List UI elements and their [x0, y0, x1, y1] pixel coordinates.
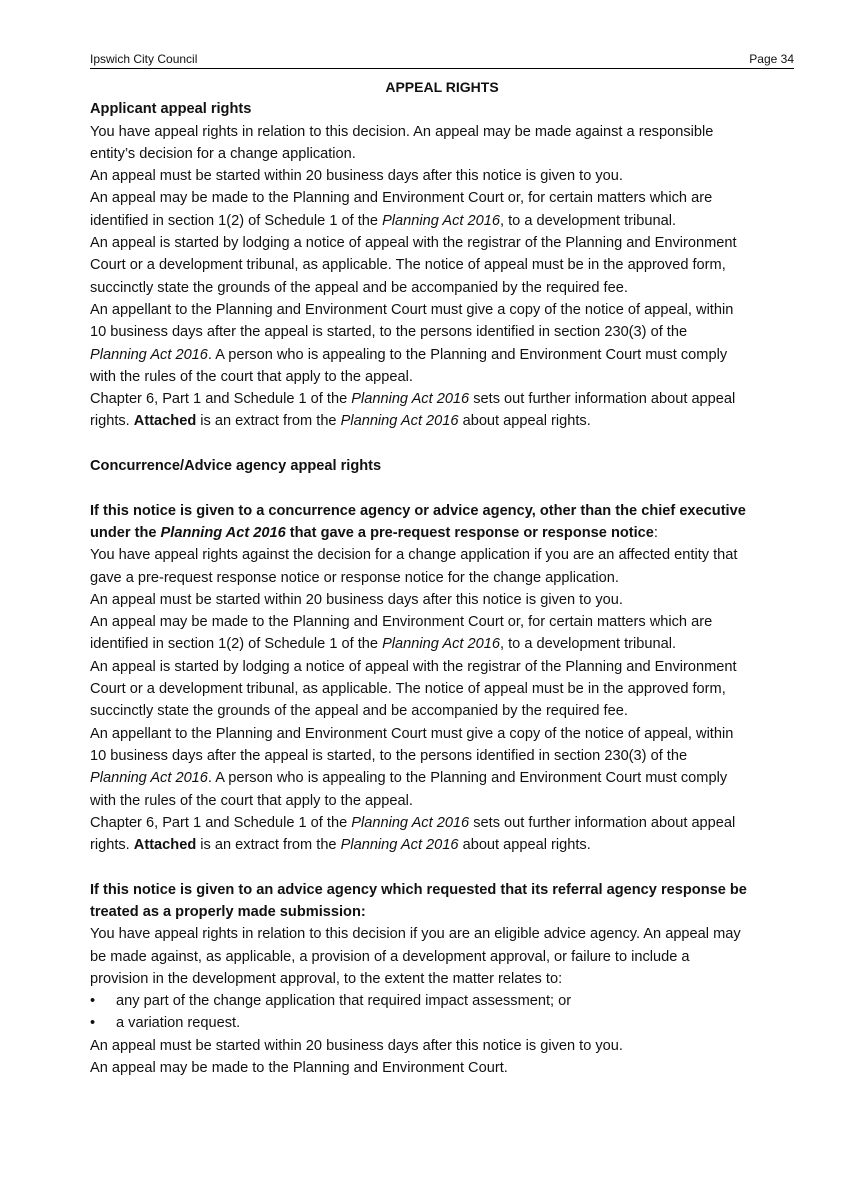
spacer: [90, 477, 794, 499]
concurrence-line: An appeal must be started within 20 business days after this notice is given to you.: [90, 591, 623, 608]
applicant-heading: Applicant appeal rights: [90, 101, 252, 118]
text-run: identified in section 1(2) of Schedule 1 of the: [90, 636, 383, 653]
page-title: APPEAL RIGHTS: [385, 79, 499, 95]
applicant-line: succinctly state the grounds of the appeal and be accompanied by the required fee.: [90, 279, 628, 296]
text-run: identified in section 1(2) of Schedule 1 of the: [90, 212, 383, 229]
bullet-icon: •: [90, 1015, 96, 1032]
act-title: Planning Act 2016: [351, 391, 470, 408]
text-run: Chapter 6, Part 1 and Schedule 1 of the: [90, 391, 352, 408]
attached-label: Attached: [133, 837, 197, 854]
text-run: , to a development tribunal.: [499, 212, 677, 229]
act-title: Planning Act 2016: [351, 814, 470, 831]
advice-line: provision in the development approval, to the extent the matter relates to:: [90, 970, 563, 987]
text-run: is an extract from the: [196, 837, 341, 854]
text-run: rights.: [90, 413, 134, 430]
text-run: sets out further information about appeal: [469, 814, 736, 831]
applicant-line: entity’s decision for a change application.: [90, 145, 356, 162]
attached-label: Attached: [133, 413, 197, 430]
concurrence-line: [90, 834, 794, 856]
act-title: Planning Act 2016: [382, 636, 500, 653]
applicant-line: 10 business days after the appeal is started, to the persons identified in section 230(3) of the: [90, 324, 688, 341]
applicant-line: An appellant to the Planning and Environment Court must give a copy of the notice of appeal, within: [90, 301, 734, 318]
concurrence-line: Court or a development tribunal, as applicable. The notice of appeal must be in the approved form,: [90, 681, 726, 698]
bullet-text: a variation request.: [116, 1015, 241, 1032]
applicant-line: [90, 344, 794, 366]
text-run: about appeal rights.: [458, 413, 591, 430]
concurrence-line: An appellant to the Planning and Environment Court must give a copy of the notice of appeal, within: [90, 725, 734, 742]
text-run: , to a development tribunal.: [499, 636, 677, 653]
text-run: Chapter 6, Part 1 and Schedule 1 of the: [90, 814, 352, 831]
applicant-line: An appeal is started by lodging a notice of appeal with the registrar of the Planning and Environment: [90, 235, 737, 252]
applicant-line: with the rules of the court that apply to the appeal.: [90, 368, 413, 385]
applicant-line: [90, 388, 794, 410]
bullet-text: any part of the change application that required impact assessment; or: [116, 993, 572, 1010]
text-run: that gave a pre-request response or response notice: [285, 524, 654, 541]
council-name: Ipswich City Council: [90, 52, 198, 66]
concurrence-subheading: If this notice is given to a concurrence agency or advice agency, other than the chief executive: [90, 502, 746, 519]
text-run: . A person who is appealing to the Planning and Environment Court must comply: [207, 770, 728, 787]
act-title: Planning Act 2016: [90, 770, 208, 787]
text-run: :: [653, 524, 658, 541]
text-run: under the: [90, 524, 161, 541]
concurrence-line: An appeal is started by lodging a notice of appeal with the registrar of the Planning and Environment: [90, 658, 737, 675]
concurrence-heading: Concurrence/Advice agency appeal rights: [90, 458, 382, 475]
advice-line: You have appeal rights in relation to this decision if you are an eligible advice agency. An appeal may: [90, 926, 741, 943]
applicant-line: Court or a development tribunal, as applicable. The notice of appeal must be in the approved form,: [90, 257, 726, 274]
page-number: Page 34: [749, 52, 794, 66]
bullet-item: [90, 1012, 794, 1034]
advice-line: be made against, as applicable, a provision of a development approval, or failure to include a: [90, 948, 690, 965]
text-run: . A person who is appealing to the Planning and Environment Court must comply: [207, 346, 728, 363]
applicant-line: [90, 410, 794, 432]
applicant-line: You have appeal rights in relation to this decision. An appeal may be made against a responsible: [90, 123, 714, 140]
text-run: about appeal rights.: [458, 837, 591, 854]
act-title: Planning Act 2016: [90, 346, 208, 363]
text-run: rights.: [90, 837, 134, 854]
bullet-item: [90, 990, 794, 1012]
concurrence-line: 10 business days after the appeal is started, to the persons identified in section 230(3) of the: [90, 747, 688, 764]
applicant-line: An appeal must be started within 20 business days after this notice is given to you.: [90, 168, 623, 185]
text-run: is an extract from the: [196, 413, 341, 430]
act-title: Planning Act 2016: [340, 413, 459, 430]
document-body: [90, 76, 794, 1079]
advice-heading: If this notice is given to an advice agency which requested that its referral agency response be: [90, 881, 747, 898]
advice-heading: treated as a properly made submission:: [90, 903, 366, 920]
concurrence-line: You have appeal rights against the decision for a change application if you are an affected entity that: [90, 547, 738, 564]
concurrence-line: [90, 767, 794, 789]
concurrence-subheading: [90, 522, 794, 544]
act-title: Planning Act 2016: [160, 524, 286, 541]
act-title: Planning Act 2016: [340, 837, 459, 854]
concurrence-line: An appeal may be made to the Planning and Environment Court or, for certain matters which are: [90, 614, 713, 631]
applicant-line: An appeal may be made to the Planning and Environment Court or, for certain matters which are: [90, 190, 713, 207]
concurrence-line: [90, 812, 794, 834]
advice-line: An appeal must be started within 20 business days after this notice is given to you.: [90, 1037, 623, 1054]
concurrence-line: [90, 633, 794, 655]
text-run: sets out further information about appeal: [469, 391, 736, 408]
concurrence-line: succinctly state the grounds of the appeal and be accompanied by the required fee.: [90, 703, 628, 720]
bullet-icon: •: [90, 993, 96, 1010]
spacer: [90, 433, 794, 455]
spacer: [90, 856, 794, 878]
concurrence-line: with the rules of the court that apply to the appeal.: [90, 792, 413, 809]
advice-line: An appeal may be made to the Planning and Environment Court.: [90, 1060, 508, 1077]
act-title: Planning Act 2016: [382, 212, 500, 229]
page-header: [90, 50, 794, 69]
concurrence-line: gave a pre-request response notice or response notice for the change application.: [90, 569, 619, 586]
applicant-line: [90, 210, 794, 232]
